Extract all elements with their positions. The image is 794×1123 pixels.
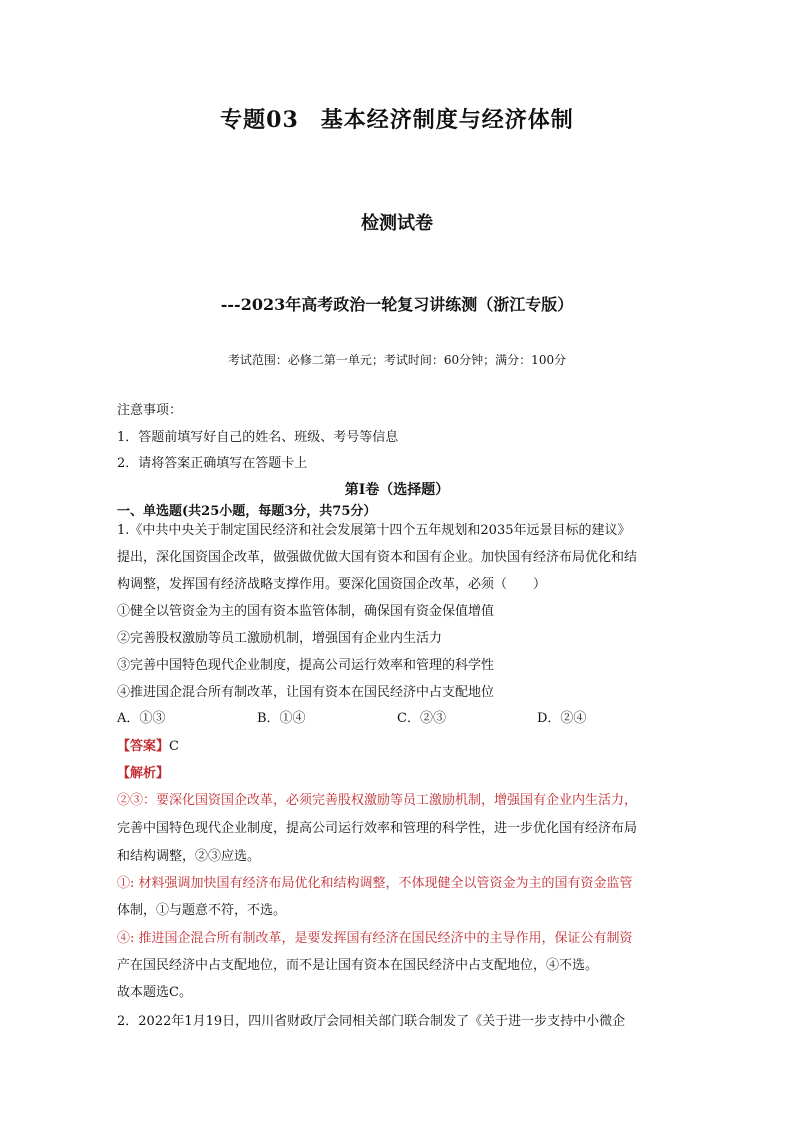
q1-answer xyxy=(117,735,677,754)
analysis-conclusion: 故本题选C。 xyxy=(117,985,192,1000)
analysis-line: 体制，①与题意不符，不选。 xyxy=(117,903,287,918)
analysis-line xyxy=(117,927,677,946)
q1-stem-line: 构调整，发挥国有经济战略支撑作用。要深化国资国企改革，必须（ ） xyxy=(117,577,547,592)
analysis-line-text: ④: 推进国企混合所有制改革，是要发挥国有经济在国民经济中的主导作用，保证公有制资 xyxy=(117,931,633,946)
analysis-label: 【解析】 xyxy=(117,766,170,781)
note-item: 2．请将答案正确填写在答题卡上 xyxy=(117,456,308,471)
analysis-line-text: ①: 材料强调加快国有经济布局优化和结构调整，不体现健全以管资金为主的国有资金监管 xyxy=(117,876,633,891)
option-c: C．②③ xyxy=(397,711,446,726)
title-number: 专题03 xyxy=(220,107,299,133)
q1-item: ②完善股权激励等员工激励机制，增强国有企业内生活力 xyxy=(117,631,443,646)
q1-item: ①健全以管资金为主的国有资本监管体制，确保国有资金保值增值 xyxy=(117,604,495,619)
notes-heading: 注意事项： xyxy=(117,403,183,418)
analysis-line xyxy=(117,872,677,891)
answer-value: C xyxy=(169,739,179,754)
q1-stem-line: 1.《中共中央关于制定国民经济和社会发展第十四个五年规划和2035年远景目标的建议》 xyxy=(117,523,631,538)
section-title: 第I卷（选择题） xyxy=(344,482,450,498)
q1-stem-line: 提出，深化国资国企改革，做强做优做大国有资本和国有企业。加快国有经济布局优化和结 xyxy=(117,550,638,565)
option-b: B．①④ xyxy=(257,711,306,726)
exam-info: 考试范围：必修二第一单元；考试时间：60分钟；满分：100分 xyxy=(227,353,567,367)
option-a: A．①③ xyxy=(117,711,166,726)
note-item: 1．答题前填写好自己的姓名、班级、考号等信息 xyxy=(117,430,399,445)
answer-label: 【答案】 xyxy=(117,739,170,754)
title-text: 基本经济制度与经济体制 xyxy=(320,108,574,133)
page-subtitle: 检测试卷 xyxy=(361,213,433,234)
q1-item: ③完善中国特色现代企业制度，提高公司运行效率和管理的科学性 xyxy=(117,658,495,673)
analysis-line: 和结构调整，②③应选。 xyxy=(117,849,261,864)
analysis-line: 完善中国特色现代企业制度，提高公司运行效率和管理的科学性，进一步优化国有经济布局 xyxy=(117,821,638,836)
analysis-line: ②③：要深化国资国企改革，必须完善股权激励等员工激励机制，增强国有企业内生活力， xyxy=(117,793,638,808)
analysis-line: 产在国民经济中占支配地位，而不是让国有资本在国民经济中占支配地位，④不选。 xyxy=(117,958,599,973)
option-d: D．②④ xyxy=(537,711,587,726)
q2-stem-line: 2．2022年1月19日，四川省财政厅会同相关部门联合制发了《关于进一步支持中小微企 xyxy=(117,1014,626,1029)
q1-item: ④推进国企混合所有制改革，让国有资本在国民经济中占支配地位 xyxy=(117,685,495,700)
part-heading: 一、单选题(共25小题，每题3分，共75分） xyxy=(117,504,377,519)
series-title: ---2023年高考政治一轮复习讲练测（浙江专版） xyxy=(220,295,574,314)
page-title xyxy=(0,103,794,134)
